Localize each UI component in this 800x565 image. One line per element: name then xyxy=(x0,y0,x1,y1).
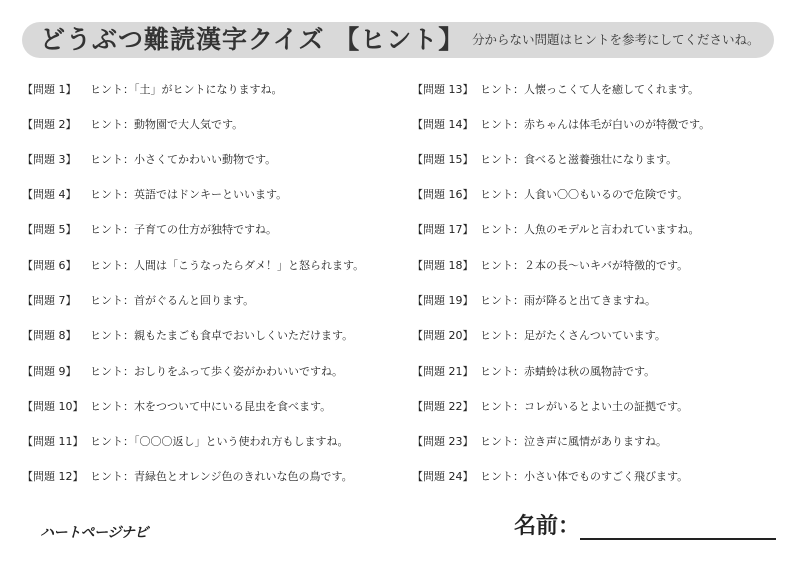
question-hint: ヒント：赤ちゃんは体毛が白いのが特徴です。 xyxy=(480,118,711,131)
question-row-13 xyxy=(412,82,699,98)
question-row-6 xyxy=(22,258,364,274)
title-banner xyxy=(22,22,774,58)
question-label: 【問題 19】 xyxy=(412,294,474,307)
question-row-4 xyxy=(22,187,287,203)
question-hint: ヒント：赤蜻蛉は秋の風物詩です。 xyxy=(480,365,656,378)
question-label: 【問題 20】 xyxy=(412,329,474,342)
question-hint: ヒント：英語ではドンキーといいます。 xyxy=(90,188,288,201)
question-label: 【問題 23】 xyxy=(412,435,474,448)
question-hint: ヒント：首がぐるんと回ります。 xyxy=(90,294,255,307)
question-label: 【問題 18】 xyxy=(412,259,474,272)
question-row-7 xyxy=(22,293,254,309)
question-row-3 xyxy=(22,152,276,168)
name-underline[interactable] xyxy=(580,538,776,540)
question-hint: ヒント：人魚のモデルと言われていますね。 xyxy=(480,223,700,236)
question-label: 【問題 22】 xyxy=(412,400,474,413)
question-row-19 xyxy=(412,293,656,309)
question-hint: ヒント：泣き声に風情がありますね。 xyxy=(480,435,667,448)
question-hint: ヒント：子育ての仕方が独特ですね。 xyxy=(90,223,277,236)
question-label: 【問題 15】 xyxy=(412,153,474,166)
question-hint: ヒント：人食い〇〇もいるので危険です。 xyxy=(480,188,689,201)
question-row-8 xyxy=(22,328,353,344)
question-row-17 xyxy=(412,222,699,238)
question-label: 【問題 5】 xyxy=(22,223,77,236)
question-hint: ヒント：青緑色とオレンジ色のきれいな色の鳥です。 xyxy=(90,470,353,483)
question-label: 【問題 8】 xyxy=(22,329,77,342)
question-row-16 xyxy=(412,187,688,203)
question-label: 【問題 3】 xyxy=(22,153,77,166)
question-label: 【問題 1】 xyxy=(22,83,77,96)
question-label: 【問題 14】 xyxy=(412,118,474,131)
question-hint: ヒント：コレがいるとよい土の証拠です。 xyxy=(480,400,689,413)
question-hint: ヒント：２本の長～いキバが特徴的です。 xyxy=(480,259,689,272)
page-title: どうぶつ難読漢字クイズ 【ヒント】 xyxy=(40,25,465,54)
question-hint: ヒント：雨が降ると出てきますね。 xyxy=(480,294,656,307)
question-row-15 xyxy=(412,152,677,168)
name-label: 名前： xyxy=(514,514,581,539)
question-row-1 xyxy=(22,82,283,98)
question-label: 【問題 10】 xyxy=(22,400,84,413)
question-hint: ヒント：動物園で大人気です。 xyxy=(90,118,244,131)
question-label: 【問題 13】 xyxy=(412,83,474,96)
question-hint: ヒント：「土」がヒントになりますね。 xyxy=(90,83,283,96)
question-hint: ヒント：親もたまごも食卓でおいしくいただけます。 xyxy=(90,329,354,342)
question-label: 【問題 6】 xyxy=(22,259,77,272)
question-row-23 xyxy=(412,434,667,450)
question-row-5 xyxy=(22,222,277,238)
question-label: 【問題 24】 xyxy=(412,470,474,483)
question-row-9 xyxy=(22,364,343,380)
question-row-2 xyxy=(22,117,243,133)
site-logo: ハートページナビ xyxy=(40,525,148,541)
page-subtitle: 分からない問題はヒントを参考にしてくださいね。 xyxy=(472,32,760,47)
question-row-20 xyxy=(412,328,666,344)
question-label: 【問題 12】 xyxy=(22,470,84,483)
question-hint: ヒント：人間は「こうなったらダメ！」と怒られます。 xyxy=(90,259,365,272)
question-hint: ヒント：「〇〇〇返し」という使われ方もしますね。 xyxy=(90,435,349,448)
question-label: 【問題 17】 xyxy=(412,223,474,236)
question-hint: ヒント：人懐っこくて人を癒してくれます。 xyxy=(480,83,700,96)
question-hint: ヒント：小さい体でものすごく飛びます。 xyxy=(480,470,689,483)
question-row-24 xyxy=(412,469,688,485)
question-label: 【問題 7】 xyxy=(22,294,77,307)
question-label: 【問題 2】 xyxy=(22,118,77,131)
question-hint: ヒント：おしりをふって歩く姿がかわいいですね。 xyxy=(90,365,343,378)
question-row-14 xyxy=(412,117,710,133)
question-hint: ヒント：食べると滋養強壮になります。 xyxy=(480,153,678,166)
question-label: 【問題 21】 xyxy=(412,365,474,378)
question-row-21 xyxy=(412,364,655,380)
question-label: 【問題 4】 xyxy=(22,188,77,201)
question-label: 【問題 9】 xyxy=(22,365,77,378)
question-hint: ヒント：木をつついて中にいる昆虫を食べます。 xyxy=(90,400,332,413)
question-row-12 xyxy=(22,469,353,485)
question-hint: ヒント：足がたくさんついています。 xyxy=(480,329,666,342)
question-row-22 xyxy=(412,399,688,415)
question-row-18 xyxy=(412,258,688,274)
question-row-11 xyxy=(22,434,349,450)
question-label: 【問題 11】 xyxy=(22,435,84,448)
question-row-10 xyxy=(22,399,331,415)
question-label: 【問題 16】 xyxy=(412,188,474,201)
question-hint: ヒント：小さくてかわいい動物です。 xyxy=(90,153,277,166)
